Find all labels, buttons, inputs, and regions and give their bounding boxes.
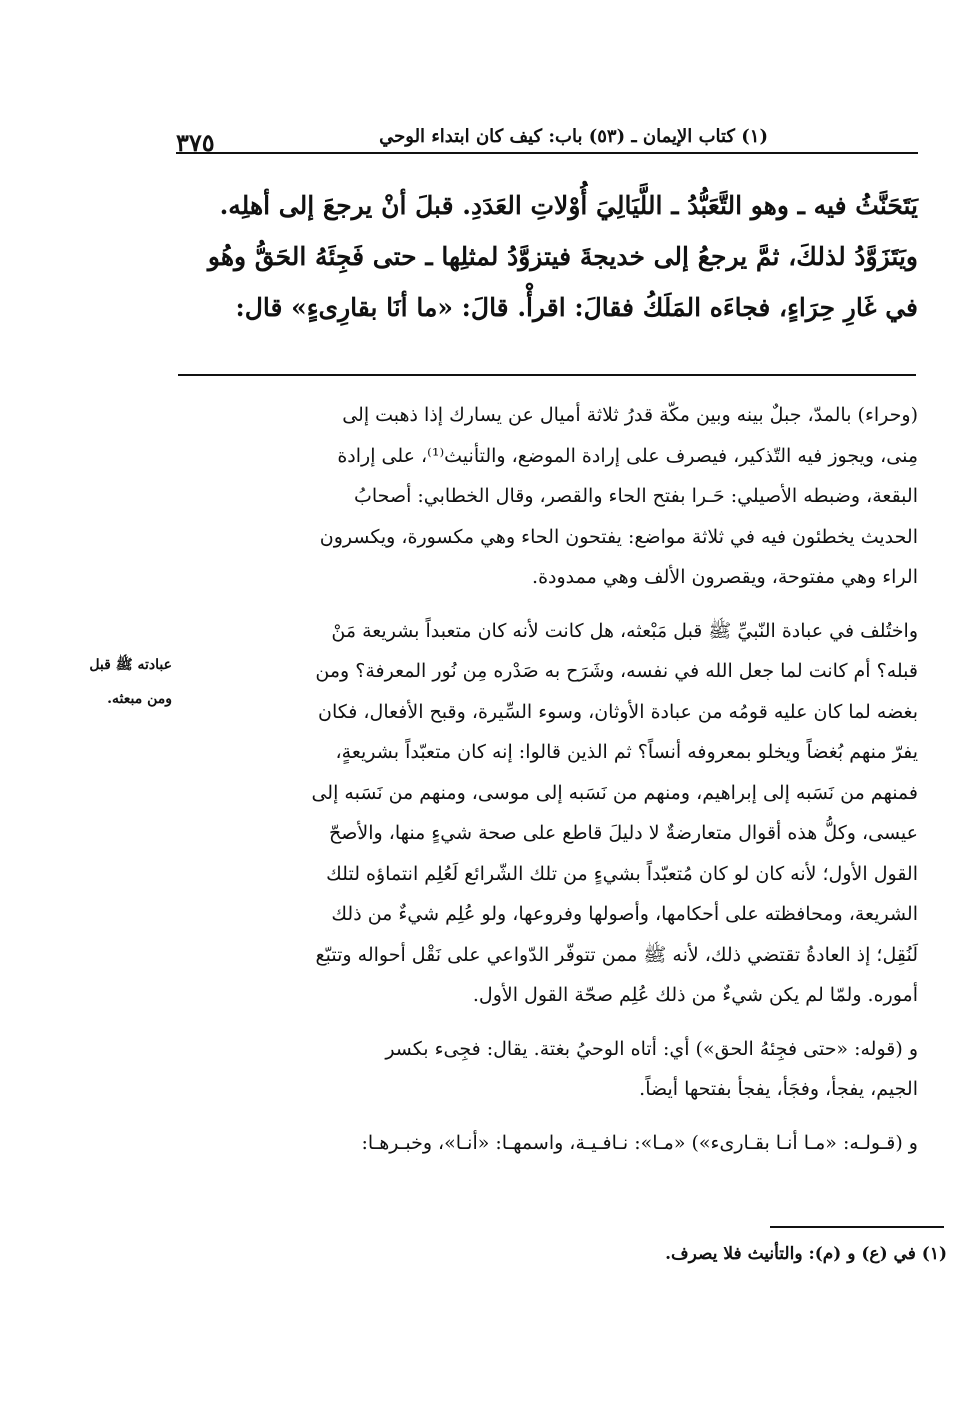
commentary-line: الجيم، يفجأ، وفجَأ، يفجأ بفتحها أيضاً. bbox=[639, 1078, 918, 1100]
margin-note-line: ومن مبعثه. bbox=[107, 691, 172, 707]
commentary-line: الحديث يخطئون فيه في ثلاثة مواضع: يفتحون الحاء وهي مكسورة، ويكسرون bbox=[319, 525, 918, 548]
commentary-line: بغضه لما كان عليه قومُه من عبادة الأوثان، وسوء السِّيرة، وقبح الأفعال، فكان bbox=[318, 700, 918, 723]
margin-note-line: عبادته ﷺ قبل bbox=[89, 657, 172, 673]
commentary-line: و (قـولـه: «مـا أنـا بقـارىء») «مـا»: نـافـيـة، واسمهـا: «أنـا»، وخبـرهـا: bbox=[361, 1131, 918, 1154]
commentary-line: قبله؟ أم كانت لما جعل الله في نفسه، وشَرَح به صَدْره مِن نُور المعرفة؟ ومن bbox=[315, 660, 918, 682]
commentary-line: الشريعة، ومحافظته على أحكامها، وأصولها وفروعها، ولو عُلِم شيءٌ من ذلك bbox=[331, 903, 918, 925]
hadith-line: في غَارِ حِرَاءٍ، فجاءَه المَلَكُ فقالَ: اقرأْ. قالَ: «ما أنَا بقارِىءٍ» قال: bbox=[235, 293, 918, 322]
commentary-line: و (قوله: «حتى فجِئهُ الحق») أي: أتاه الوحيُ بغتة. يقال: فجِىء بكسر bbox=[385, 1037, 918, 1060]
commentary-line: القول الأول؛ لأنه كان لو كان مُتعبّداً بشيءٍ من تلك الشّرائع لَعُلِم انتماؤه لتلك bbox=[326, 862, 918, 885]
footnote-rule bbox=[770, 1226, 944, 1228]
commentary-paragraph-worship bbox=[176, 611, 918, 1016]
page-number: ٣٧٥ bbox=[176, 128, 215, 157]
hadith-text bbox=[176, 180, 918, 333]
commentary-line: يفرّ منهم بُغضاً ويخلو بمعروفه أنساً؟ ثم الذين قالوا: إنه كان متعبّداً بشريعةٍ، bbox=[335, 741, 918, 763]
commentary-line: الراء وهي مفتوحة، ويقصرون الألف وهي ممدودة. bbox=[532, 566, 918, 588]
commentary-line: أموره. ولمّا لم يكن شيءٌ من ذلك عُلِم صحّة القول الأول. bbox=[472, 984, 918, 1006]
commentary-paragraph-hira bbox=[176, 395, 918, 598]
commentary-paragraph-fajiahu bbox=[176, 1029, 918, 1110]
running-title: (١) كتاب الإيمان ـ (٥٣) باب: كيف كان ابتداء الوحي bbox=[379, 126, 768, 147]
commentary bbox=[176, 395, 918, 1176]
margin-note bbox=[32, 648, 172, 716]
commentary-line: لَنُقِل؛ إذ العادةُ تقتضي ذلك، لأنه ﷺ ممن تتوفّر الدّواعي على نَقْل أحواله وتتبّع bbox=[315, 943, 918, 966]
commentary-line: فمنهم من نَسَبه إلى إبراهيم، ومنهم من نَسَبه إلى موسى، ومنهم من نَسَبه إلى bbox=[311, 781, 918, 804]
hadith-line: يَتَحَنَّثُ فيه ـ وهو التَّعَبُّدُ ـ اللَّيَالِيَ أُوْلاتِ العَدَدِ. قبلَ أنْ يرجعَ إلى أهلِه. bbox=[219, 191, 918, 220]
footnote: (١) في (ع) و (م): والتأنيث فلا يصرف. bbox=[665, 1244, 947, 1264]
commentary-line: البقعة، وضبطه الأصيلي: حَـرا بفتح الحاء والقصر، وقال الخطابي: أصحابُ bbox=[354, 485, 918, 507]
commentary-line: واختُلف في عبادة النّبيِّ ﷺ قبل مَبْعثه، هل كانت لأنه كان متعبداً بشريعة مَنْ bbox=[331, 619, 918, 642]
commentary-line: (وحراء) بالمدّ، جبلٌ بينه وبين مكّة قدرُ ثلاثة أميال عن يسارك إذا ذهبت إلى bbox=[342, 404, 918, 426]
commentary-line: عيسى، وكلُّ هذه أقوال متعارضةٌ لا دليلَ قاطع على صحة شيءٍ منها، والأصحّ bbox=[329, 822, 918, 844]
commentary-line: مِنى، ويجوز فيه التّذكير، فيصرف على إرادة الموضع، والتأنيث⁽¹⁾، على إرادة bbox=[337, 444, 918, 467]
commentary-paragraph-ma-ana bbox=[176, 1123, 918, 1164]
header-rule bbox=[176, 152, 918, 154]
section-rule bbox=[178, 374, 916, 376]
hadith-line: ويَتَزَوَّدُ لذلكَ، ثمَّ يرجعُ إلى خديجةَ فيتزوَّدُ لمثلِها ـ حتى فَجِئَهُ الحَقُّ وهُو bbox=[207, 242, 918, 271]
